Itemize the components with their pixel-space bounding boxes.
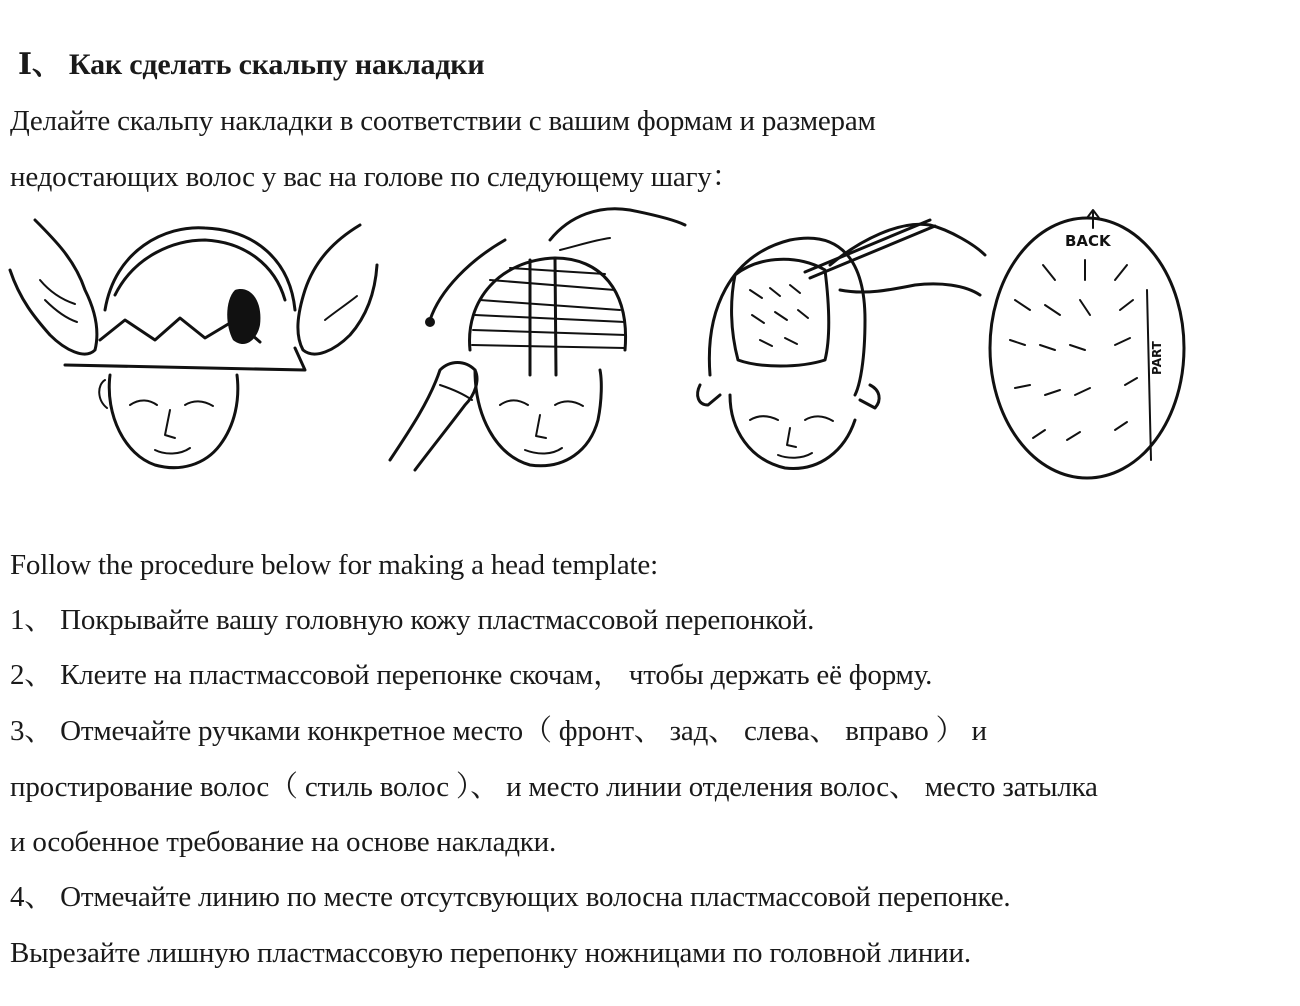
step-3-line-1: 3、 Отмечайте ручками конкретное место（ фронт、 зад、 слева、 вправо ） и: [10, 715, 987, 747]
page-title: Ⅰ、 Как сделать скальпу накладки: [18, 48, 485, 81]
marking-with-pen-illustration: [690, 200, 990, 490]
procedure-header: Follow the procedure below for making a head template:: [10, 549, 658, 581]
illustration-strip: [0, 200, 1300, 500]
intro-line-1: Делайте скальпу накладки в соответствии с вашим формам и размерам: [10, 105, 876, 137]
step-2: 2、 Клеите на пластмассовой перепонке скочам， чтобы держать её форму.: [10, 659, 933, 691]
head-covered-with-plastic-film-illustration: [5, 200, 380, 490]
step-4-line-1: 4、 Отмечайте линию по месте отсутсвующих волосна пластмассовой перепонке.: [10, 881, 1011, 913]
step-4-line-2: Вырезайте лишную пластмассовую перепонку ножницами по головной линии.: [10, 937, 971, 969]
intro-line-2: недостающих волос у вас на голове по следующему шагу：: [10, 161, 741, 193]
back-label: BACK: [1065, 232, 1111, 250]
part-label: PART: [1150, 341, 1164, 375]
step-3-line-3: и особенное требование на основе накладки.: [10, 826, 557, 858]
step-1: 1、 Покрывайте вашу головную кожу пластмассовой перепонкой.: [10, 604, 815, 636]
top-view-template-illustration: [985, 200, 1200, 490]
taping-plastic-film-illustration: [380, 200, 690, 490]
step-3-line-2: простирование волос（ стиль волос ）、 и место линии отделения волос、 место затылка: [10, 771, 1098, 803]
